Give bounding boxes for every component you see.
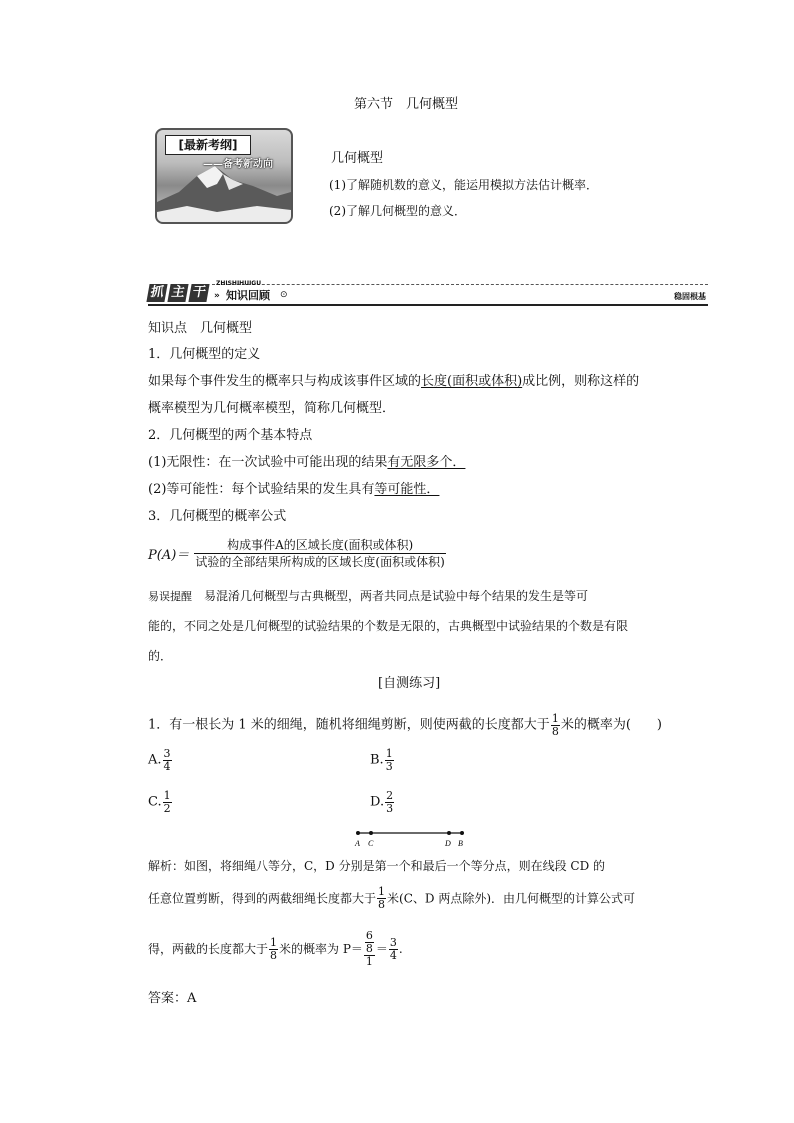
option-c: C. $\frac{1}{2}$ [148,789,171,815]
banner-tag: [最新考纲] [165,135,251,155]
syllabus-item-1: (1)了解随机数的意义，能运用模拟方法估计概率． [329,178,598,192]
solution-line-1: 解析：如图，将细绳八等分，C，D 分别是第一个和最后一个等分点，则在线段 CD 的 [148,859,606,873]
question-1: 1．有一根长为 1 米的细绳，随机将细绳剪断，则使两截的长度都大于 $\frac{1}{8}$ 米的概率为( ) [148,712,662,738]
heading-features: 2．几何概型的两个基本特点 [148,428,313,443]
point-c [369,831,373,835]
page-title: 第六节 几何概型 [354,97,459,112]
solution-line-2: 任意位置剪断，得到的两截细绳长度都大于 $\frac{1}{8}$ 米(C、D 两点除外)．由几何概型的计算公式可 [148,885,635,911]
knowledge-point: 知识点 几何概型 [148,321,253,336]
formula-lhs: P(A)＝ [148,548,190,563]
formula-denominator: 试验的全部结果所构成的区域长度(面积或体积) [195,555,445,569]
section-title: 知识回顾 [226,289,270,302]
formula-numerator: 构成事件A的区域长度(面积或体积) [194,537,445,554]
section-arrow: » [214,291,220,301]
heading-formula: 3．几何概型的概率公式 [148,509,287,524]
definition-line-1: 如果每个事件发生的概率只与构成该事件区域的长度(面积或体积)成比例，则称这样的 [148,374,640,389]
compound-fraction: $\frac{\frac{6}{8}}{1}$ [365,929,373,968]
definition-blank: 长度(面积或体积) [421,374,523,389]
option-b: B. $\frac{1}{3}$ [370,747,393,773]
point-d [447,831,451,835]
play-icon: ⊙ [280,290,288,300]
syllabus-banner [155,128,293,224]
section-char-3: 干 [188,284,209,302]
warning-label: 易误提醒 [148,590,192,603]
question-fraction: $\frac{1}{8}$ [551,712,559,738]
banner-subtitle: ——备考新动向 [203,159,273,170]
heading-definition: 1．几何概型的定义 [148,347,261,362]
section-header [148,282,708,306]
probability-formula [148,537,447,570]
section-char-1: 抓 [146,284,167,302]
option-d: D. $\frac{2}{3}$ [370,789,394,815]
syllabus-item-2: (2)了解几何概型的意义． [329,204,466,218]
section-right-label: 稳固根基 [674,292,706,301]
label-c: C [368,839,374,848]
definition-line-2: 概率模型为几何概率模型，简称几何概型． [148,401,396,416]
label-b: B [458,839,463,848]
feature-infinite: (1)无限性：在一次试验中可能出现的结果有无限多个． [148,455,466,470]
dotted-rule [212,284,708,285]
label-d: D [445,839,451,848]
label-a: A [355,839,360,848]
solution-line-3: 得，两截的长度都大于 $\frac{1}{8}$ 米的概率为 P＝ $\frac{\frac{6}{8}}{1}$ ＝ $\frac{3}{4}$ . [148,929,403,968]
answer: 答案：A [148,991,197,1006]
feature-infinite-blank: 有无限多个． [387,455,466,470]
point-a [356,831,360,835]
warning-line-1: 易误提醒 易混淆几何概型与古典概型，两者共同点是试验中每个结果的发生是等可 [148,589,589,603]
section-pinyin: ZHISHIHUIGU [216,280,262,287]
feature-equal-blank: 等可能性． [374,482,440,497]
formula-fraction [194,537,445,570]
mountain-image [157,162,291,222]
point-b [460,831,464,835]
feature-equal: (2)等可能性：每个试验结果的发生具有等可能性． [148,482,440,497]
syllabus-heading: 几何概型 [331,151,384,166]
segment-diagram [350,827,470,851]
option-a: A. $\frac{3}{4}$ [148,747,171,773]
warning-line-2: 能的，不同之处是几何概型的试验结果的个数是无限的，古典概型中试验结果的个数是有限 [148,619,629,633]
warning-line-3: 的． [148,649,173,663]
practice-title: [自测练习] [378,676,441,691]
section-rule [148,304,708,306]
section-char-2: 主 [167,284,188,302]
